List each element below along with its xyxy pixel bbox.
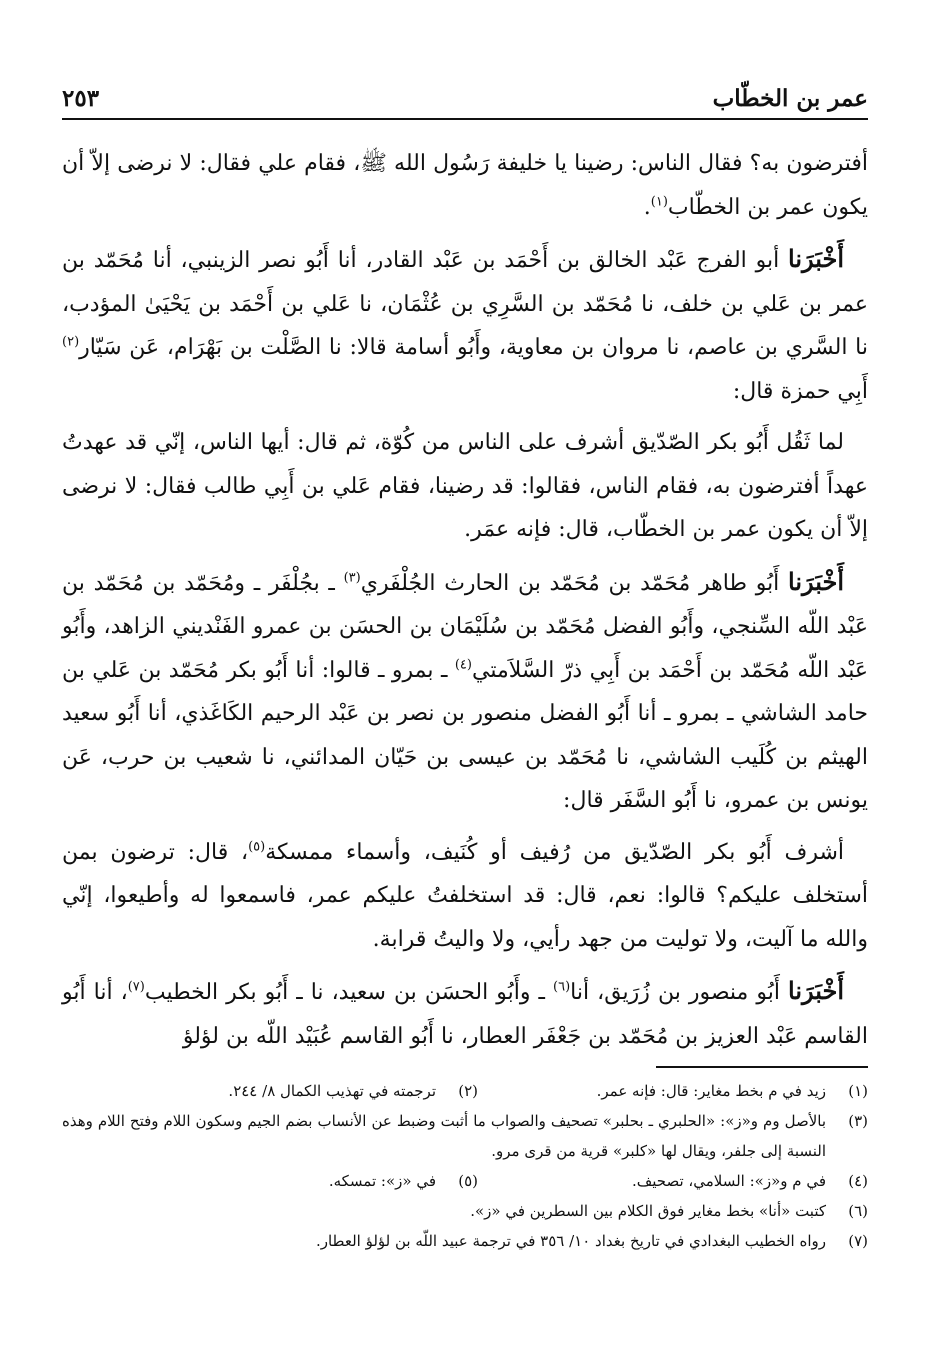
footnote-number: (٥) <box>458 1172 478 1190</box>
paragraph-4-text-b: ـ بجُلْفَر ـ ومُحَمّد بن مُحَمّد بن عَبْد اللّه السِّنجي، وأَبُو الفضل مُحَمّد بن سُلَيْمَان بن الحسَن بن عمرو الفَنْديني الزاهد، وأَبُو عَبْد اللّه مُحَمّد بن أَحْمَد بن أَبِي ذرّ السَّلاَمتي <box>62 570 869 683</box>
footnote-text: في م و«ز»: السلامي، تصحيف. <box>631 1172 826 1190</box>
page-number: ٢٥٣ <box>62 85 100 112</box>
akhbarana-keyword: أَخْبَرَنا <box>788 976 844 1005</box>
footnote-ref-7[interactable]: (٧) <box>127 979 145 995</box>
paragraph-6-text-b: ـ وأَبُو الحسَن بن سعيد، نا ـ أَبُو بكر الخطيب <box>144 980 553 1005</box>
paragraph-6-text-a: أَبُو منصور بن زُرَيق، أنا <box>570 980 789 1005</box>
footnote-number: (٢) <box>458 1082 478 1100</box>
paragraph-6-text-c: ، أنا أَبُو القاسم عَبْد العزيز بن مُحَمّد بن جَعْفَر العطار، نا أَبُو القاسم عُبَيْد اللّه بن لؤلؤ <box>62 980 868 1049</box>
footnote-number: (٤) <box>848 1172 868 1190</box>
paragraph-4-text-c: ـ بمرو ـ قالوا: أنا أَبُو بكر مُحَمّد بن عَلي بن حامد الشاشي ـ بمرو ـ أنا أَبُو الفضل منصور بن نصر بن عَبْد الرحيم الكَاغَذي، أنا أَبُو سعيد الهيثم بن كُلَيب الشاشي، نا مُحَمّد بن عيسى بن حَيّان المدائني، نا شعيب بن حرب، عَن يونس بن عمرو، نا أَبُو السَّفَر قال: <box>62 657 868 813</box>
paragraph-1-text: أفترضون به؟ فقال الناس: رضينا يا خليفة رَسُول الله ﷺ، فقام علي فقال: لا نرضى إلاّ أن يكون عمر بن الخطّاب <box>62 151 868 220</box>
paragraph-6 <box>62 969 868 1058</box>
footnote-3 <box>62 1106 868 1166</box>
footnote-text: ترجمته في تهذيب الكمال ٨/ ٢٤٤. <box>228 1082 436 1100</box>
footnotes <box>62 1076 868 1256</box>
footnote-text: بالأصل وم و«ز»: «الحلبري ـ بحلبر» تصحيف والصواب ما أثبت وضبط عن الأنساب بضم الجيم وسكون اللام وفتح اللام وهذه النسبة إلى جلفر، ويقال لها «كلبر» قرية من قرى مرو. <box>62 1112 826 1160</box>
footnote-number: (١) <box>848 1082 868 1100</box>
running-header <box>62 78 868 120</box>
footnote-ref-2[interactable]: (٢) <box>62 334 80 350</box>
footnote-7 <box>62 1226 868 1256</box>
paragraph-2 <box>62 237 868 413</box>
footnote-ref-1[interactable]: (١) <box>650 194 668 210</box>
footnote-ref-4[interactable]: (٤) <box>454 657 472 673</box>
footnote-row-1-2 <box>62 1076 868 1106</box>
footnote-text: كتبت «أنا» بخط مغاير فوق الكلام بين السطرين في «ز». <box>470 1202 826 1220</box>
paragraph-5-text-a: أشرف أَبُو بكر الصّدّيق من رُفيف أو كُنَيف، وأسماء ممسكة <box>265 839 844 865</box>
footnote-5 <box>98 1166 478 1196</box>
paragraph-1 <box>62 142 868 229</box>
footnote-text: رواه الخطيب البغدادي في تاريخ بغداد ١٠/ ٣٥٦ في ترجمة عبيد اللّه بن لؤلؤ العطار. <box>315 1232 826 1250</box>
paragraph-4 <box>62 560 868 823</box>
footnote-separator <box>656 1066 868 1068</box>
footnote-text: زيد في م بخط مغاير: قال: فإنه عمر. <box>596 1082 826 1100</box>
paragraph-5-text-b: ، قال: ترضون بمن أستخلف عليكم؟ قالوا: نعم، قال: قد استخلفتُ عليكم عمر، فاسمعوا له وأطيعوا، إنّي والله ما آليت، ولا توليت من جهد رأيي، ولا واليتُ قرابة. <box>62 839 868 952</box>
paragraph-5 <box>62 831 868 962</box>
footnote-number: (٦) <box>848 1202 868 1220</box>
footnote-6 <box>62 1196 868 1226</box>
footnote-text: في «ز»: تمسكه. <box>328 1172 436 1190</box>
footnote-ref-5[interactable]: (٥) <box>248 839 266 855</box>
footnote-ref-6[interactable]: (٦) <box>553 979 571 995</box>
footnote-ref-3[interactable]: (٣) <box>343 570 361 586</box>
main-text <box>62 142 868 1066</box>
footnote-number: (٣) <box>848 1112 868 1130</box>
paragraph-2-text-b: أَبِي حمزة قال: <box>732 378 868 404</box>
footnote-number: (٧) <box>848 1232 868 1250</box>
paragraph-2-text-a: أبو الفرج عَبْد الخالق بن أَحْمَد بن عَبْد القادر، أنا أَبُو نصر الزينبي، أنا مُحَمّد بن عمر بن عَلي بن خلف، نا مُحَمّد بن السَّرِي بن عُثْمَان، نا عَلي بن أَحْمَد بن يَحْيَىٰ المؤدب، نا السَّري بن عاصم، نا مروان بن معاوية، وأَبُو أسامة قالا: نا الصَّلْت بن بَهْرَام، عَن سَيّار <box>62 248 868 360</box>
running-title: عمر بن الخطّاب <box>712 85 868 112</box>
footnote-4 <box>488 1166 868 1196</box>
footnote-1 <box>488 1076 868 1106</box>
footnote-2 <box>98 1076 478 1106</box>
paragraph-1-end: . <box>643 194 651 220</box>
paragraph-4-text-a: أَبُو طاهر مُحَمّد بن مُحَمّد بن الحارث الجُلْفَري <box>360 570 789 596</box>
akhbarana-keyword: أَخْبَرَنا <box>788 244 844 273</box>
akhbarana-keyword: أَخْبَرَنا <box>788 566 844 596</box>
footnote-row-4-5 <box>62 1166 868 1196</box>
paragraph-3: لما ثَقُل أَبُو بكر الصّدّيق أشرف على الناس من كُوّة، ثم قال: أيها الناس، إنّي قد عهدتُ عهداً أفترضون به، فقام الناس، فقالوا: قد رضينا، فقام عَلي بن أَبِي طالب فقال: لا نرضى إلاّ أن يكون عمر بن الخطّاب، قال: فإنه عمَر. <box>62 430 868 542</box>
